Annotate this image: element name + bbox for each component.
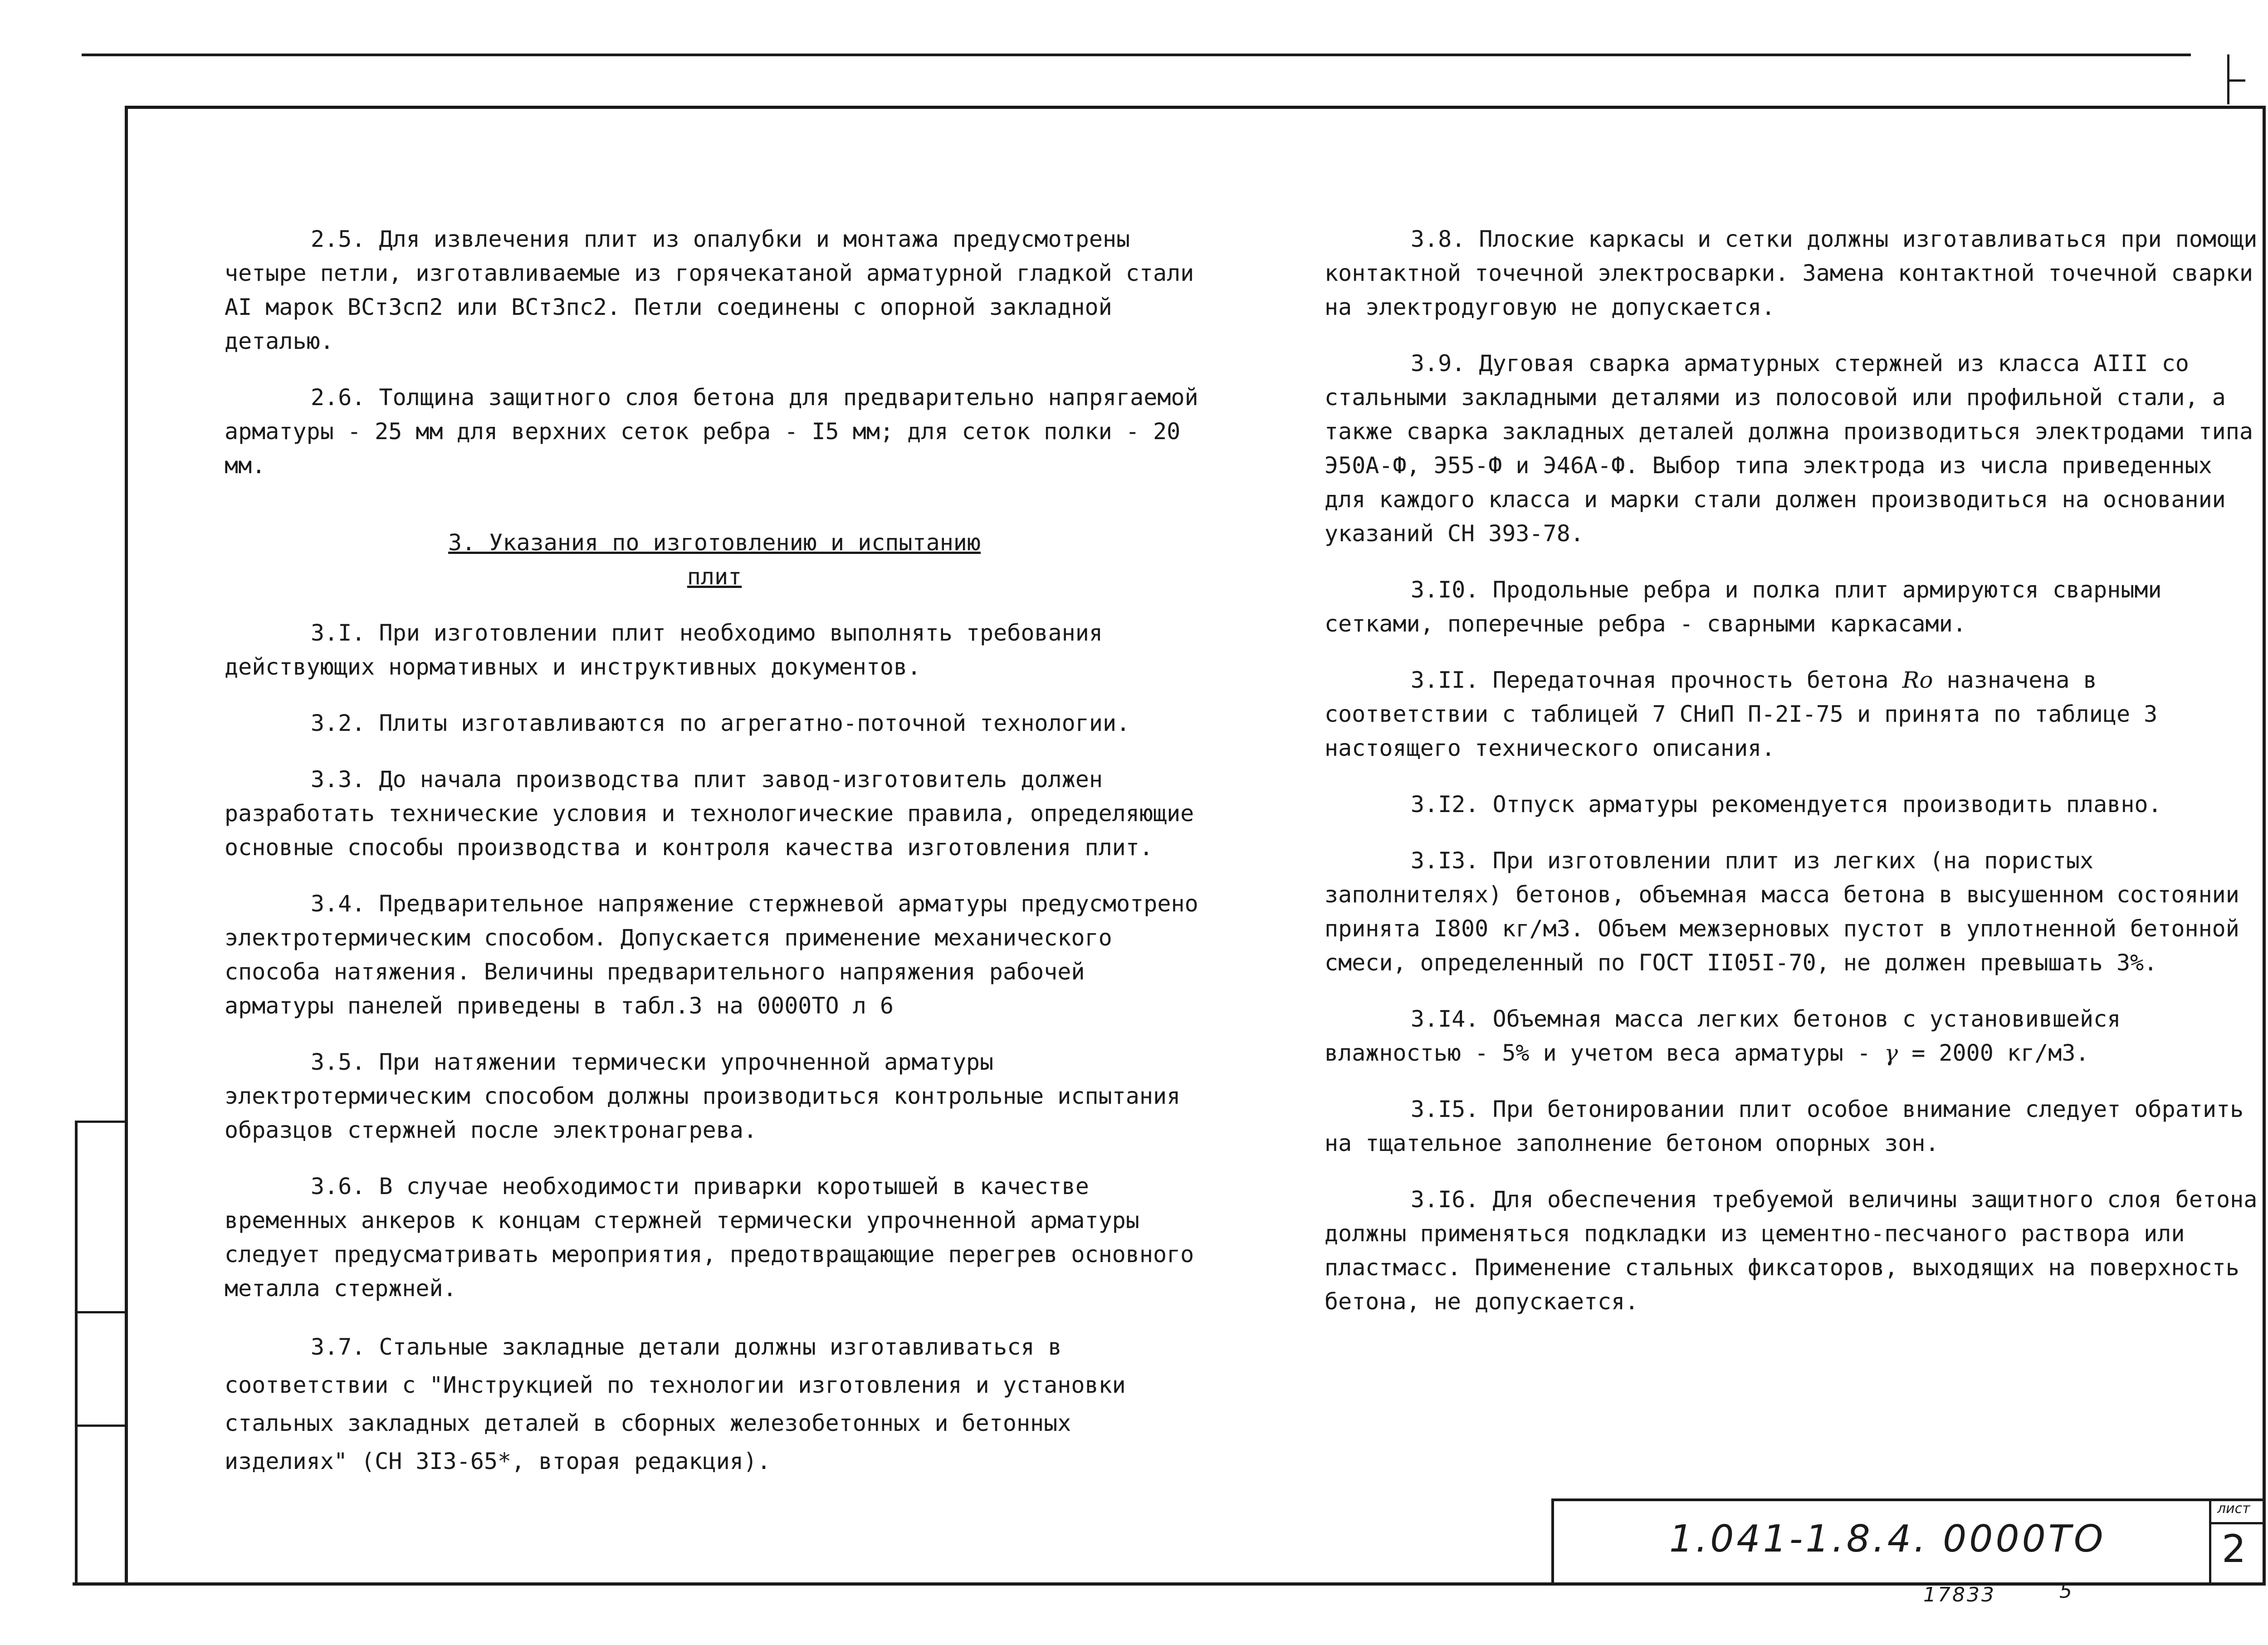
inventory-sheet: 5: [2059, 1580, 2072, 1603]
binding-margin-line: [75, 1121, 78, 1586]
paragraph-3-15: 3.I5. При бетонировании плит особое внимание следует обратить на тщательное заполнение бетоном опорных зон.: [1325, 1096, 2244, 1156]
binding-mark-3: [75, 1425, 127, 1427]
paragraph-3-16: 3.I6. Для обеспечения требуемой величины защитного слоя бетона должны применяться подкладки из цементно-песчаного раствора или пластмасс. Применение стальных фиксаторов, выходящих на поверхность бетона, не допускается.: [1325, 1186, 2258, 1315]
paragraph-3-14: [1325, 1002, 2263, 1070]
paragraph-3-10: 3.I0. Продольные ребра и полка плит армируются сварными сетками, поперечные ребра - сварными каркасами.: [1325, 577, 2162, 637]
transfer-strength-symbol: Rо: [1902, 667, 1933, 693]
paragraph-3-6: 3.6. В случае необходимости приварки коротышей в качестве временных анкеров к концам стержней термически упрочненной арматуры следует предусматривать мероприятия, предотвращающие перегрев основного металла стержней.: [225, 1173, 1194, 1302]
document-code: 1.041-1.8.4. 0000ТО: [1669, 1518, 2106, 1561]
title-block-sheet-divider: [2209, 1498, 2211, 1585]
paragraph-3-8: 3.8. Плоские каркасы и сетки должны изготавливаться при помощи контактной точечной электросварки. Замена контактной точечной сварки на электродуговую не допускается.: [1325, 226, 2258, 320]
frame-left: [125, 106, 128, 1586]
paragraph-3-7: 3.7. Стальные закладные детали должны изготавливаться в соответствии с "Инструкцией по технологии изготовления и установки стальных закладных деталей в сборных железобетонных и бетонных изделиях" (СН 3I3-65*, вторая редакция).: [225, 1334, 1126, 1474]
paragraph-3-4: 3.4. Предварительное напряжение стержневой арматуры предусмотрено электротермическим способом. Допускается применение механического способа натяжения. Величины предварительного напряжения рабочей арматуры панелей приведены в табл.3 на 0000ТО л 6: [225, 891, 1198, 1019]
left-text-column: [225, 222, 1204, 1503]
binding-mark-2: [75, 1311, 127, 1313]
paragraph-2-5: 2.5. Для извлечения плит из опалубки и монтажа предусмотрены четыре петли, изготавливаемые из горячекатаной арматурной гладкой стали AI марок ВСт3сп2 или ВСт3пс2. Петли соединены с опорной закладной деталью.: [225, 226, 1194, 354]
title-block-top: [1551, 1498, 2266, 1501]
paragraph-2-6: 2.6. Толщина защитного слоя бетона для предварительно напрягаемой арматуры - 25 мм для верхних сеток ребра - I5 мм; для сеток полки - 20 мм.: [225, 384, 1198, 479]
density-symbol: γ: [1884, 1040, 1898, 1066]
paragraph-3-5: 3.5. При натяжении термически упрочненной арматуры электротермическим способом должны производиться контрольные испытания образцов стержней после электронагрева.: [225, 1049, 1181, 1143]
sheet-number: 2: [2222, 1527, 2246, 1571]
top-edge-line: [82, 54, 2191, 56]
paragraph-3-2: 3.2. Плиты изготавливаются по агрегатно-поточной технологии.: [311, 710, 1130, 736]
corner-bracket-tick: [2227, 79, 2245, 82]
paragraph-3-12: 3.I2. Отпуск арматуры рекомендуется производить плавно.: [1411, 791, 2162, 818]
section-3-heading-line-2: плит: [687, 563, 742, 590]
title-block-sheet-label-line: [2209, 1522, 2266, 1524]
paragraph-3-14-text-start: 3.I4. Объемная масса легких бетонов с установившейся влажностью - 5% и учетом веса арматуры -: [1325, 1006, 2121, 1066]
right-text-column: [1325, 222, 2263, 1341]
paragraph-3-11-text-end: назначена в соответствии с таблицей 7 СНиП П-2I-75 и принята по таблице 3 настоящего технического описания.: [1325, 667, 2158, 761]
section-3-heading-line-1: 3. Указания по изготовлению и испытанию: [448, 529, 981, 556]
paragraph-3-11: [1325, 663, 2263, 765]
paragraph-3-14-text-end: = 2000 кг/м3.: [1898, 1040, 2089, 1066]
paragraph-3-11-text-start: 3.II. Передаточная прочность бетона: [1411, 667, 1902, 693]
paragraph-3-9: 3.9. Дуговая сварка арматурных стержней из класса AIII со стальными закладными деталями из полосовой или профильной стали, а также сварка закладных деталей должна производиться электродами типа Э50А-Ф, Э55-Ф и Э46А-Ф. Выбор типа электрода из числа приведенных для каждого класса и марки стали должен производиться на основании указаний СН 393-78.: [1325, 350, 2253, 547]
sheet-label: лист: [2217, 1501, 2250, 1517]
paragraph-3-3: 3.3. До начала производства плит завод-изготовитель должен разработать технические условия и технологические правила, определяющие основные способы производства и контроля качества изготовления плит.: [225, 766, 1194, 861]
paragraph-3-13: 3.I3. При изготовлении плит из легких (на пористых заполнителях) бетонов, объемная масса бетона в высушенном состоянии принята I800 кг/м3. Объем межзерновых пустот в уплотненной бетонной смеси, определенный по ГОСТ II05I-70, не должен превышать 3%.: [1325, 847, 2239, 976]
title-block-left: [1551, 1498, 1554, 1585]
binding-mark-1: [75, 1121, 127, 1123]
frame-top: [125, 106, 2266, 109]
inventory-number: 17833: [1923, 1583, 1996, 1606]
section-3-heading: [225, 526, 1204, 594]
paragraph-3-1: 3.I. При изготовлении плит необходимо выполнять требования действующих нормативных и инструктивных документов.: [225, 620, 1103, 680]
